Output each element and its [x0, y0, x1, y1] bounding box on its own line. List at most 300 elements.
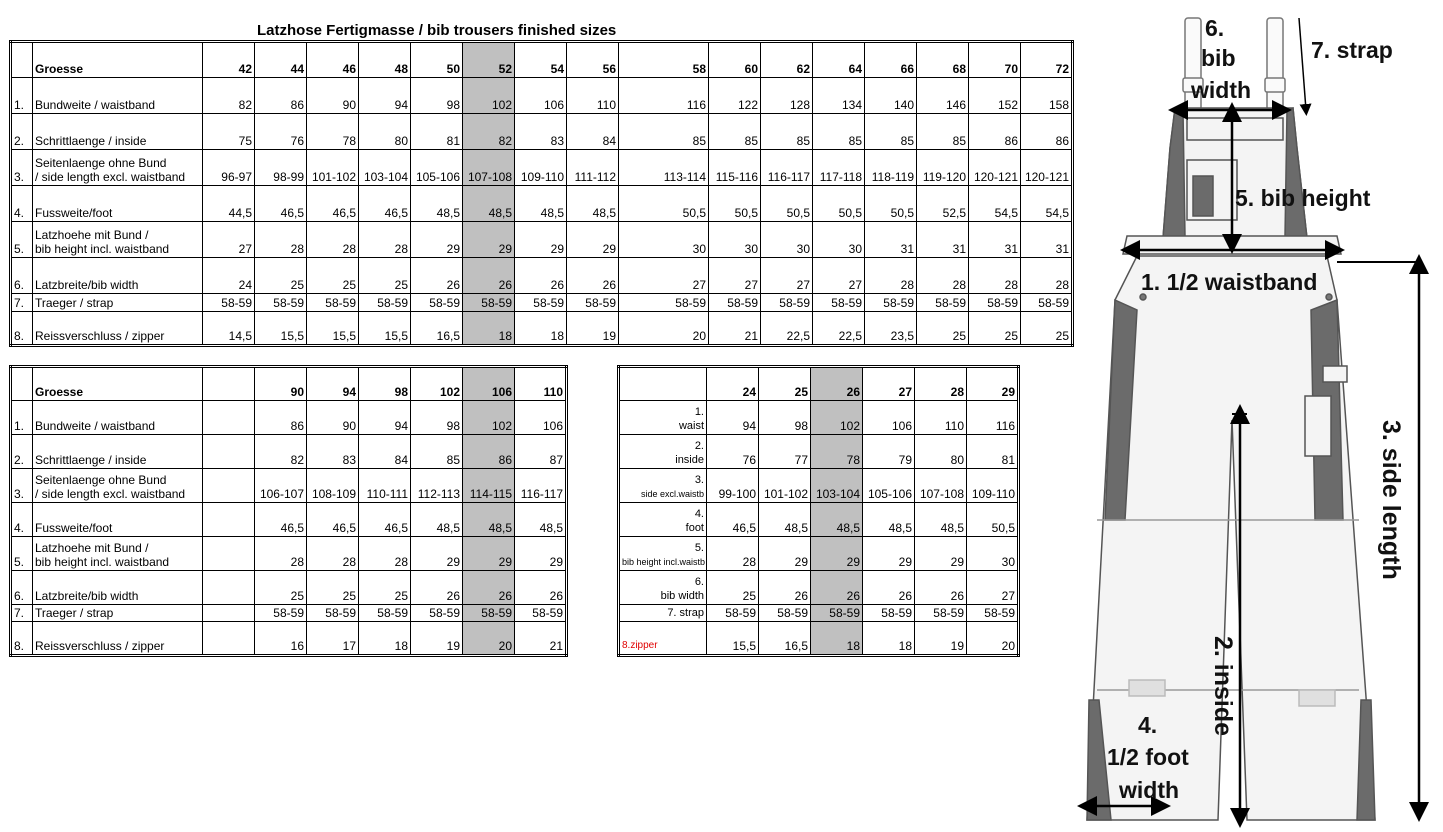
value-cell: 116: [619, 78, 709, 114]
header-row: [11, 42, 1073, 78]
row-number-cell: 4.: [11, 186, 33, 222]
row-label-cell: [33, 258, 203, 294]
value-cell: 29: [411, 222, 463, 258]
value-cell: 30: [761, 222, 813, 258]
value-cell: 48,5: [411, 186, 463, 222]
value-cell: 119-120: [917, 150, 969, 186]
value-cell: 110: [915, 401, 967, 435]
value-cell: 113-114: [619, 150, 709, 186]
row-label-cell: [33, 78, 203, 114]
value-cell: 16,5: [759, 622, 811, 656]
row-label-text: Fussweite/foot: [35, 521, 113, 535]
row-label-text: foot: [685, 522, 704, 534]
value-cell: 85: [709, 114, 761, 150]
value-cell: 26: [463, 258, 515, 294]
bib-shape: [1163, 108, 1307, 238]
value-cell: 79: [863, 435, 915, 469]
value-cell: 27: [203, 222, 255, 258]
value-cell: 116-117: [515, 469, 567, 503]
row-label-cell: [33, 503, 203, 537]
row-label-text: Bundweite / waistband: [35, 419, 156, 433]
value-cell: 26: [411, 258, 463, 294]
size-header-cell: 27: [863, 367, 915, 401]
value-cell: 48,5: [863, 503, 915, 537]
table-row: [11, 622, 567, 656]
value-cell: 29: [463, 537, 515, 571]
value-cell: 28: [707, 537, 759, 571]
row-label-cell: [33, 294, 203, 312]
value-cell: 87: [515, 435, 567, 469]
row-label-text: 5.: [694, 542, 704, 554]
spacer-cell: [203, 367, 255, 401]
value-cell: 44,5: [203, 186, 255, 222]
row-label-text: / side length excl. waistband: [35, 487, 186, 501]
value-cell: 98-99: [255, 150, 307, 186]
size-table-short: [617, 365, 1020, 657]
row-label-cell: [33, 605, 203, 622]
value-cell: 27: [619, 258, 709, 294]
value-cell: 48,5: [567, 186, 619, 222]
spacer-cell: [203, 571, 255, 605]
value-cell: 58-59: [255, 294, 307, 312]
table-row: [11, 571, 567, 605]
spacer-cell: [203, 622, 255, 656]
value-cell: 29: [915, 537, 967, 571]
row-label-cell: [619, 503, 707, 537]
row-number-cell: 6.: [11, 571, 33, 605]
size-header-cell: 90: [255, 367, 307, 401]
table-row: [619, 537, 1019, 571]
value-cell: 158: [1021, 78, 1073, 114]
value-cell: 58-59: [967, 605, 1019, 622]
value-cell: 58-59: [759, 605, 811, 622]
row-label-cell: [33, 150, 203, 186]
value-cell: 25: [1021, 312, 1073, 346]
row-label-text: bib height incl. waistband: [35, 242, 170, 256]
row-label-text: side excl.waistb: [640, 489, 704, 499]
label-foot-width-word2: width: [1119, 777, 1180, 803]
value-cell: 14,5: [203, 312, 255, 346]
value-cell: 86: [255, 78, 307, 114]
value-cell: 31: [1021, 222, 1073, 258]
value-cell: 102: [463, 401, 515, 435]
value-cell: 58-59: [709, 294, 761, 312]
value-cell: 106: [863, 401, 915, 435]
size-header-label: Groesse: [33, 367, 203, 401]
row-number-cell: 5.: [11, 222, 33, 258]
value-cell: 58-59: [813, 294, 865, 312]
value-cell: 25: [917, 312, 969, 346]
value-cell: 110-111: [359, 469, 411, 503]
value-cell: 46,5: [307, 186, 359, 222]
size-header-cell: 29: [967, 367, 1019, 401]
value-cell: 26: [515, 258, 567, 294]
value-cell: 29: [463, 222, 515, 258]
value-cell: 28: [917, 258, 969, 294]
value-cell: 29: [567, 222, 619, 258]
row-label-text: Bundweite / waistband: [35, 98, 156, 112]
value-cell: 27: [967, 571, 1019, 605]
size-header-cell: 46: [307, 42, 359, 78]
value-cell: 21: [515, 622, 567, 656]
value-cell: 76: [707, 435, 759, 469]
size-header-cell: 64: [813, 42, 865, 78]
row-number-cell: 1.: [11, 401, 33, 435]
value-cell: 31: [865, 222, 917, 258]
row-label-text: 8.zipper: [622, 640, 658, 651]
value-cell: 29: [411, 537, 463, 571]
value-cell: 58-59: [761, 294, 813, 312]
size-header-cell: 24: [707, 367, 759, 401]
row-label-cell: [33, 114, 203, 150]
label-bib-width-word1: bib: [1201, 45, 1236, 71]
value-cell: 85: [619, 114, 709, 150]
value-cell: 128: [761, 78, 813, 114]
value-cell: 30: [619, 222, 709, 258]
value-cell: 94: [707, 401, 759, 435]
value-cell: 28: [255, 537, 307, 571]
value-cell: 82: [463, 114, 515, 150]
value-cell: 48,5: [515, 503, 567, 537]
value-cell: 106: [515, 78, 567, 114]
row-label-text: 6.: [694, 576, 704, 588]
row-number-cell: [11, 367, 33, 401]
value-cell: 28: [359, 222, 411, 258]
page-title: Latzhose Fertigmasse / bib trousers finished sizes: [257, 22, 617, 39]
value-cell: 15,5: [307, 312, 359, 346]
value-cell: 82: [203, 78, 255, 114]
value-cell: 140: [865, 78, 917, 114]
row-label-text: Latzhoehe mit Bund /: [35, 228, 149, 242]
spacer-cell: [203, 605, 255, 622]
value-cell: 26: [811, 571, 863, 605]
value-cell: 58-59: [515, 605, 567, 622]
value-cell: 117-118: [813, 150, 865, 186]
label-waistband: 1. 1/2 waistband: [1141, 269, 1318, 295]
row-label-text: Seitenlaenge ohne Bund: [35, 156, 167, 170]
value-cell: 98: [759, 401, 811, 435]
value-cell: 146: [917, 78, 969, 114]
value-cell: 50,5: [619, 186, 709, 222]
spacer-cell: [203, 469, 255, 503]
size-header-cell: 98: [359, 367, 411, 401]
value-cell: 28: [1021, 258, 1073, 294]
value-cell: 75: [203, 114, 255, 150]
row-label-cell: [33, 312, 203, 346]
table-row: [11, 469, 567, 503]
value-cell: 29: [515, 222, 567, 258]
row-label-cell: [619, 571, 707, 605]
value-cell: 90: [307, 78, 359, 114]
label-bib-width-word2: width: [1191, 77, 1252, 103]
value-cell: 90: [307, 401, 359, 435]
value-cell: 25: [307, 258, 359, 294]
value-cell: 106: [515, 401, 567, 435]
value-cell: 28: [969, 258, 1021, 294]
value-cell: 17: [307, 622, 359, 656]
value-cell: 102: [463, 78, 515, 114]
value-cell: 26: [863, 571, 915, 605]
value-cell: 58-59: [917, 294, 969, 312]
row-label-text: Latzbreite/bib width: [35, 278, 139, 292]
spacer-cell: [203, 435, 255, 469]
value-cell: 46,5: [359, 503, 411, 537]
value-cell: 28: [307, 537, 359, 571]
value-cell: 48,5: [759, 503, 811, 537]
row-label-text: Schrittlaenge / inside: [35, 134, 147, 148]
value-cell: 25: [359, 258, 411, 294]
header-row: [619, 367, 1019, 401]
label-bib-height: 5. bib height: [1235, 185, 1371, 211]
row-number-cell: 7.: [11, 294, 33, 312]
value-cell: 28: [307, 222, 359, 258]
value-cell: 99-100: [707, 469, 759, 503]
value-cell: 29: [863, 537, 915, 571]
table-row: [11, 258, 1073, 294]
row-label-cell: [33, 571, 203, 605]
table-row: [11, 537, 567, 571]
row-label-cell: [619, 469, 707, 503]
value-cell: 25: [255, 258, 307, 294]
value-cell: 122: [709, 78, 761, 114]
value-cell: 25: [307, 571, 359, 605]
table-row: [619, 435, 1019, 469]
spacer-cell: [203, 537, 255, 571]
value-cell: 84: [359, 435, 411, 469]
row-label-cell: [33, 435, 203, 469]
value-cell: 86: [969, 114, 1021, 150]
row-label-cell: [619, 435, 707, 469]
row-number-cell: 3.: [11, 150, 33, 186]
value-cell: 134: [813, 78, 865, 114]
value-cell: 58-59: [255, 605, 307, 622]
value-cell: 58-59: [463, 294, 515, 312]
value-cell: 108-109: [307, 469, 359, 503]
size-header-cell: 110: [515, 367, 567, 401]
value-cell: 85: [917, 114, 969, 150]
row-label-text: Latzbreite/bib width: [35, 589, 139, 603]
value-cell: 105-106: [863, 469, 915, 503]
value-cell: 48,5: [411, 503, 463, 537]
row-label-text: 2.: [694, 440, 704, 452]
table-row: [11, 114, 1073, 150]
row-label-cell: [33, 401, 203, 435]
table-row: [619, 571, 1019, 605]
value-cell: 58-59: [567, 294, 619, 312]
row-number-cell: 1.: [11, 78, 33, 114]
size-header-cell: 102: [411, 367, 463, 401]
value-cell: 116-117: [761, 150, 813, 186]
value-cell: 26: [411, 571, 463, 605]
label-inside: 2. inside: [1209, 636, 1237, 737]
value-cell: 86: [255, 401, 307, 435]
value-cell: 20: [967, 622, 1019, 656]
value-cell: 58-59: [307, 294, 359, 312]
value-cell: 48,5: [463, 503, 515, 537]
row-number-cell: 6.: [11, 258, 33, 294]
table-row: [11, 435, 567, 469]
value-cell: 58-59: [969, 294, 1021, 312]
row-label-text: Reissverschluss / zipper: [35, 329, 165, 343]
row-label-cell: [619, 622, 707, 656]
value-cell: 84: [567, 114, 619, 150]
value-cell: 58-59: [307, 605, 359, 622]
value-cell: 18: [463, 312, 515, 346]
value-cell: 46,5: [255, 503, 307, 537]
value-cell: 29: [759, 537, 811, 571]
value-cell: 18: [811, 622, 863, 656]
row-label-cell: [33, 222, 203, 258]
value-cell: 85: [813, 114, 865, 150]
size-header-cell: 56: [567, 42, 619, 78]
row-label-text: 3.: [694, 474, 704, 486]
value-cell: 101-102: [759, 469, 811, 503]
value-cell: 83: [307, 435, 359, 469]
value-cell: 15,5: [707, 622, 759, 656]
row-label-text: Traeger / strap: [35, 296, 114, 310]
value-cell: 58-59: [203, 294, 255, 312]
value-cell: 98: [411, 78, 463, 114]
value-cell: 28: [255, 222, 307, 258]
table-row: [11, 503, 567, 537]
row-number-cell: 8.: [11, 312, 33, 346]
row-label-cell: [619, 367, 707, 401]
size-header-cell: 62: [761, 42, 813, 78]
value-cell: 83: [515, 114, 567, 150]
value-cell: 81: [967, 435, 1019, 469]
value-cell: 30: [813, 222, 865, 258]
value-cell: 23,5: [865, 312, 917, 346]
value-cell: 120-121: [1021, 150, 1073, 186]
row-label-cell: [33, 469, 203, 503]
value-cell: 103-104: [811, 469, 863, 503]
size-header-cell: 52: [463, 42, 515, 78]
table-row: [619, 401, 1019, 435]
value-cell: 105-106: [411, 150, 463, 186]
value-cell: 31: [969, 222, 1021, 258]
value-cell: 81: [411, 114, 463, 150]
size-header-cell: 60: [709, 42, 761, 78]
value-cell: 29: [811, 537, 863, 571]
value-cell: 109-110: [967, 469, 1019, 503]
label-bib-width-num: 6.: [1205, 15, 1225, 41]
table-row: [11, 312, 1073, 346]
value-cell: 86: [463, 435, 515, 469]
row-label-cell: [619, 605, 707, 622]
table-row: [619, 622, 1019, 656]
size-header-cell: 54: [515, 42, 567, 78]
value-cell: 24: [203, 258, 255, 294]
table-row: [11, 222, 1073, 258]
value-cell: 18: [359, 622, 411, 656]
size-header-cell: 106: [463, 367, 515, 401]
row-label-cell: [33, 622, 203, 656]
size-header-cell: 48: [359, 42, 411, 78]
value-cell: 86: [1021, 114, 1073, 150]
value-cell: 18: [515, 312, 567, 346]
value-cell: 77: [759, 435, 811, 469]
value-cell: 98: [411, 401, 463, 435]
value-cell: 48,5: [463, 186, 515, 222]
value-cell: 78: [811, 435, 863, 469]
value-cell: 58-59: [865, 294, 917, 312]
value-cell: 26: [463, 571, 515, 605]
row-label-text: bib height incl.waistb: [622, 557, 706, 567]
header-row: [11, 367, 567, 401]
value-cell: 20: [463, 622, 515, 656]
value-cell: 27: [761, 258, 813, 294]
value-cell: 78: [307, 114, 359, 150]
value-cell: 58-59: [1021, 294, 1073, 312]
value-cell: 16,5: [411, 312, 463, 346]
value-cell: 116: [967, 401, 1019, 435]
value-cell: 20: [619, 312, 709, 346]
value-cell: 26: [759, 571, 811, 605]
value-cell: 27: [709, 258, 761, 294]
value-cell: 50,5: [761, 186, 813, 222]
value-cell: 50,5: [709, 186, 761, 222]
size-header-cell: 28: [915, 367, 967, 401]
size-header-cell: 58: [619, 42, 709, 78]
value-cell: 80: [915, 435, 967, 469]
value-cell: 30: [709, 222, 761, 258]
value-cell: 31: [917, 222, 969, 258]
value-cell: 26: [915, 571, 967, 605]
size-header-cell: 26: [811, 367, 863, 401]
value-cell: 94: [359, 78, 411, 114]
row-number-cell: 7.: [11, 605, 33, 622]
value-cell: 152: [969, 78, 1021, 114]
value-cell: 50,5: [865, 186, 917, 222]
value-cell: 16: [255, 622, 307, 656]
row-label-cell: [33, 186, 203, 222]
value-cell: 58-59: [811, 605, 863, 622]
row-number-cell: 2.: [11, 435, 33, 469]
value-cell: 58-59: [619, 294, 709, 312]
value-cell: 101-102: [307, 150, 359, 186]
size-header-cell: 72: [1021, 42, 1073, 78]
value-cell: 22,5: [761, 312, 813, 346]
value-cell: 85: [865, 114, 917, 150]
value-cell: 26: [515, 571, 567, 605]
value-cell: 46,5: [307, 503, 359, 537]
value-cell: 115-116: [709, 150, 761, 186]
row-label-text: Schrittlaenge / inside: [35, 453, 147, 467]
spacer-cell: [203, 503, 255, 537]
value-cell: 80: [359, 114, 411, 150]
value-cell: 111-112: [567, 150, 619, 186]
table-row: [619, 503, 1019, 537]
table-row: [11, 605, 567, 622]
value-cell: 103-104: [359, 150, 411, 186]
value-cell: 58-59: [707, 605, 759, 622]
label-foot-width-num: 4.: [1138, 712, 1158, 738]
row-label-text: Latzhoehe mit Bund /: [35, 541, 149, 555]
value-cell: 58-59: [411, 605, 463, 622]
table-row: [619, 469, 1019, 503]
value-cell: 114-115: [463, 469, 515, 503]
value-cell: 25: [969, 312, 1021, 346]
value-cell: 46,5: [255, 186, 307, 222]
table-row: [11, 150, 1073, 186]
value-cell: 50,5: [967, 503, 1019, 537]
value-cell: 85: [411, 435, 463, 469]
value-cell: 46,5: [359, 186, 411, 222]
table-row: [619, 605, 1019, 622]
table-row: [11, 78, 1073, 114]
value-cell: 18: [863, 622, 915, 656]
size-header-cell: 68: [917, 42, 969, 78]
